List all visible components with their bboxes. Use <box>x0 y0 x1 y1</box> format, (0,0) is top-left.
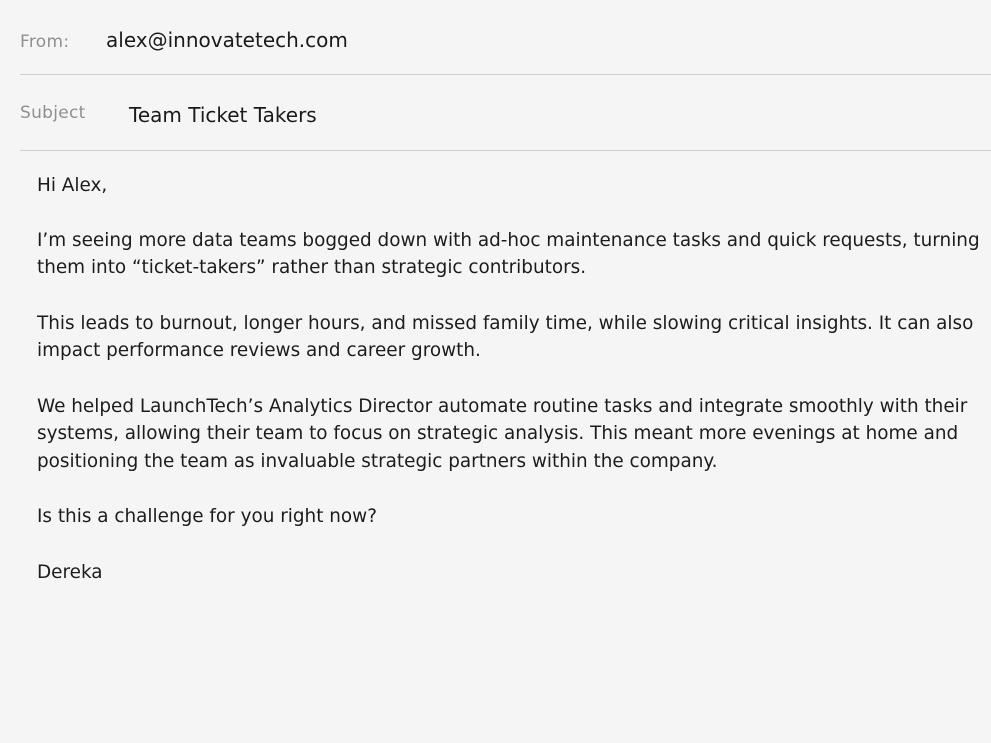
subject-label: Subject <box>20 103 86 123</box>
email-body[interactable] <box>37 172 982 614</box>
from-row <box>20 0 991 75</box>
email-paragraph-1: I’m seeing more data teams bogged down with ad-hoc maintenance tasks and quick requests, turning them into “ticket-takers” rather than strategic contributors. <box>37 229 980 278</box>
email-paragraph-4: Is this a challenge for you right now? <box>37 506 377 527</box>
email-signature: Dereka <box>37 561 103 583</box>
email-greeting: Hi Alex, <box>37 175 108 196</box>
from-label: From: <box>20 32 70 52</box>
email-paragraph-2: This leads to burnout, longer hours, and missed family time, while slowing critical insights. It can also impact performance reviews and career growth. <box>37 312 974 361</box>
subject-value[interactable]: Team Ticket Takers <box>129 103 317 127</box>
from-value[interactable]: alex@innovatetech.com <box>106 28 348 52</box>
subject-row <box>20 75 991 151</box>
email-paragraph-3: We helped LaunchTech’s Analytics Director automate routine tasks and integrate smoothly with their systems, allowing their team to focus on strategic analysis. This meant more evenings at home and positioning the team as invaluable strategic partners within the company. <box>37 395 968 472</box>
